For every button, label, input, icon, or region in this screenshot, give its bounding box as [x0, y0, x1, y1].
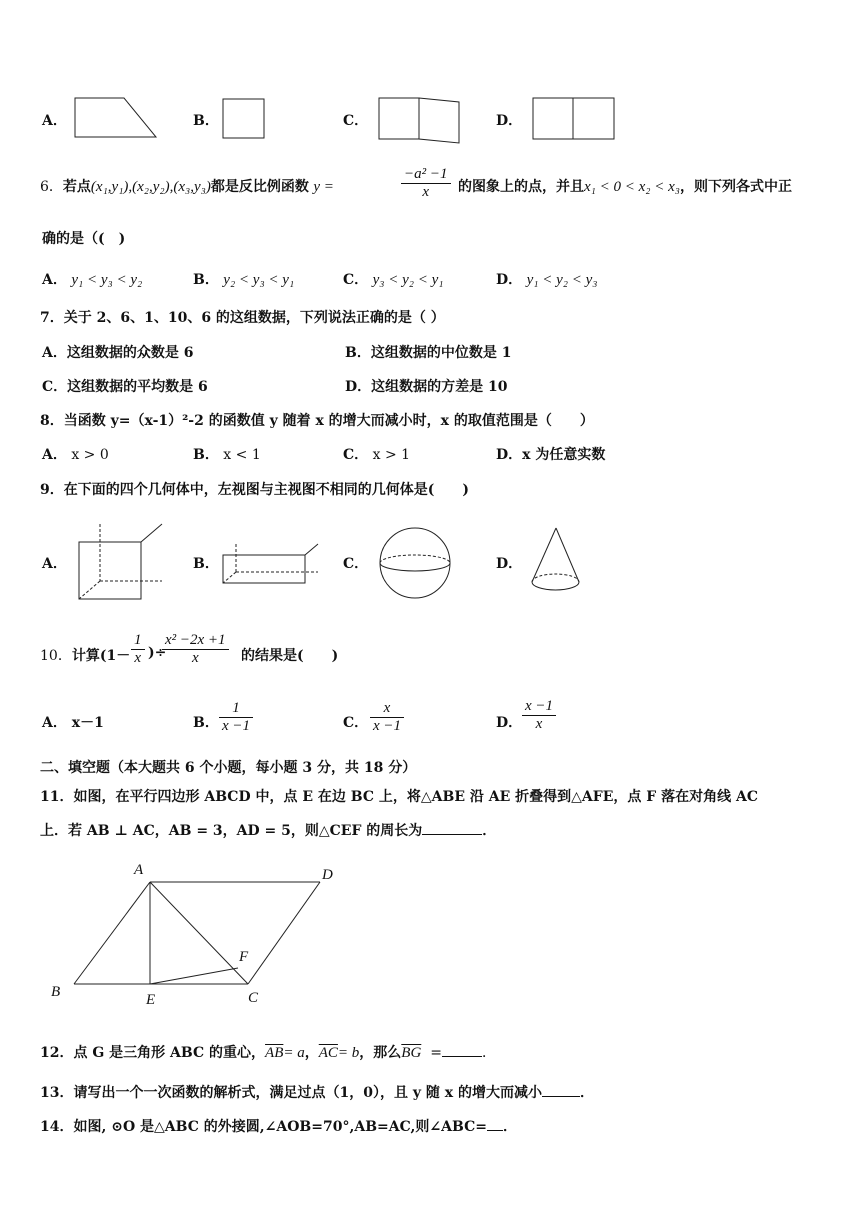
q9-option-a-cube [78, 523, 164, 601]
q6-option-a[interactable]: A． y₁ < y₃ < y₂ [42, 272, 143, 288]
q9-option-c-label[interactable]: C． [343, 556, 369, 572]
q7-stem: 7．关于 2、6、1、10、6 的这组数据，下列说法正确的是（ ） [40, 310, 445, 326]
q8-option-c[interactable]: C． x > 1 [343, 447, 411, 463]
q11-point-b: B [51, 984, 61, 1000]
q6-stem-line2: 确的是（( ) [42, 231, 126, 247]
q10-stem: 10．计算(1－ [40, 648, 131, 664]
q6-stem-tail: 的图象上的点，并且x₁ < 0 < x₂ < x₃，则下列各式中正 [458, 179, 792, 195]
q8-option-a[interactable]: A． x > 0 [42, 447, 109, 463]
q5-option-d-label: D． [496, 113, 523, 129]
q5-option-a-trapezoid [74, 97, 158, 139]
q12-answer-blank[interactable] [442, 1042, 482, 1057]
q6-option-c[interactable]: C． y₃ < y₂ < y₁ [343, 272, 444, 288]
q8-option-d[interactable]: D．x 为任意实数 [496, 447, 606, 463]
q11-point-d: D [322, 867, 333, 883]
q7-option-b[interactable]: B．这组数据的中位数是 1 [345, 345, 512, 361]
q9-stem: 9．在下面的四个几何体中，左视图与主视图不相同的几何体是( ) [40, 482, 469, 498]
q14-answer-blank[interactable] [487, 1116, 503, 1131]
q13-stem: 13．请写出一个一次函数的解析式，满足过点（1，0），且 y 随 x 的增大而减小 ． [40, 1082, 594, 1102]
q10-option-d-label[interactable]: D． [496, 715, 523, 731]
q8-option-b[interactable]: B． x < 1 [193, 447, 261, 463]
q5-option-c-folded-rect [378, 96, 462, 146]
q9-option-a-label[interactable]: A． [42, 556, 67, 572]
q11-answer-blank[interactable] [422, 820, 482, 835]
q11-point-c: C [248, 990, 259, 1006]
q9-option-b-label[interactable]: B． [193, 556, 219, 572]
q10-option-c-label[interactable]: C． [343, 715, 369, 731]
q11-point-a: A [134, 862, 144, 878]
section-2-heading: 二、填空题（本大题共 6 个小题，每小题 3 分，共 18 分） [40, 760, 417, 776]
q5-option-a-label: A． [42, 113, 67, 129]
q6-stem: 6．若点(x₁,y₁),(x₂,y₂),(x₃,y₃)都是反比例函数 y = [40, 179, 334, 195]
q10-fraction-1: $\frac{1}{x}$ [131, 632, 145, 667]
q10-option-b-fraction: $\frac{1}{x -1}$ [219, 700, 253, 735]
q10-fraction-2: $\frac{\text{x² −2x +1}}{x}$ [162, 632, 229, 667]
q7-option-d[interactable]: D．这组数据的方差是 10 [345, 379, 508, 395]
q9-option-b-cuboid [222, 543, 322, 585]
q7-option-c[interactable]: C．这组数据的平均数是 6 [42, 379, 208, 395]
q14-stem: 14．如图, ⊙O 是△ABC 的外接圆,∠AOB=70°,AB=AC,则∠ABC= ． [40, 1116, 517, 1136]
q11-point-e: E [146, 992, 156, 1008]
q10-divide: )÷ [148, 645, 167, 661]
q6-fraction: $\frac{\text{−a² −1}}{x}$ [401, 166, 451, 201]
q10-option-a[interactable]: A． x－1 [42, 715, 104, 731]
q11-parallelogram-figure [50, 860, 350, 1010]
q12-stem: 12．点 G 是三角形 ABC 的重心，$\overline{AB}= a$，$\overline{AC}= b$，那么$\overline{BG}$ = ． [40, 1042, 496, 1062]
q5-option-b-label: B． [193, 113, 219, 129]
q5-option-d-two-squares [532, 97, 616, 141]
q7-option-a[interactable]: A．这组数据的众数是 6 [42, 345, 194, 361]
q9-option-d-cone [530, 527, 582, 595]
q5-option-b-square [222, 98, 266, 140]
q11-point-f: F [239, 949, 249, 965]
q10-option-b-label[interactable]: B． [193, 715, 219, 731]
q9-option-c-sphere [378, 526, 454, 600]
q8-stem: 8．当函数 y=（x-1）²-2 的函数值 y 随着 x 的增大而减小时，x 的取值范围是（ ） [40, 413, 594, 429]
q10-option-c-fraction: $\frac{x}{x -1}$ [370, 700, 404, 735]
q11-stem-line2: 上．若 AB ⊥ AC，AB = 3，AD = 5，则△CEF 的周长为 ． [40, 820, 496, 840]
q9-option-d-label[interactable]: D． [496, 556, 523, 572]
q13-answer-blank[interactable] [542, 1082, 580, 1097]
q5-option-c-label: C． [343, 113, 369, 129]
q10-option-d-fraction: $\frac{x -1}{x}$ [522, 698, 556, 733]
q6-option-b[interactable]: B． y₂ < y₃ < y₁ [193, 272, 295, 288]
q6-option-d[interactable]: D． y₁ < y₂ < y₃ [496, 272, 598, 288]
q10-stem-tail: 的结果是( ) [241, 648, 339, 664]
q11-stem-line1: 11．如图，在平行四边形 ABCD 中，点 E 在边 BC 上，将△ABE 沿 AE 折叠得到△AFE，点 F 落在对角线 AC [40, 789, 758, 805]
